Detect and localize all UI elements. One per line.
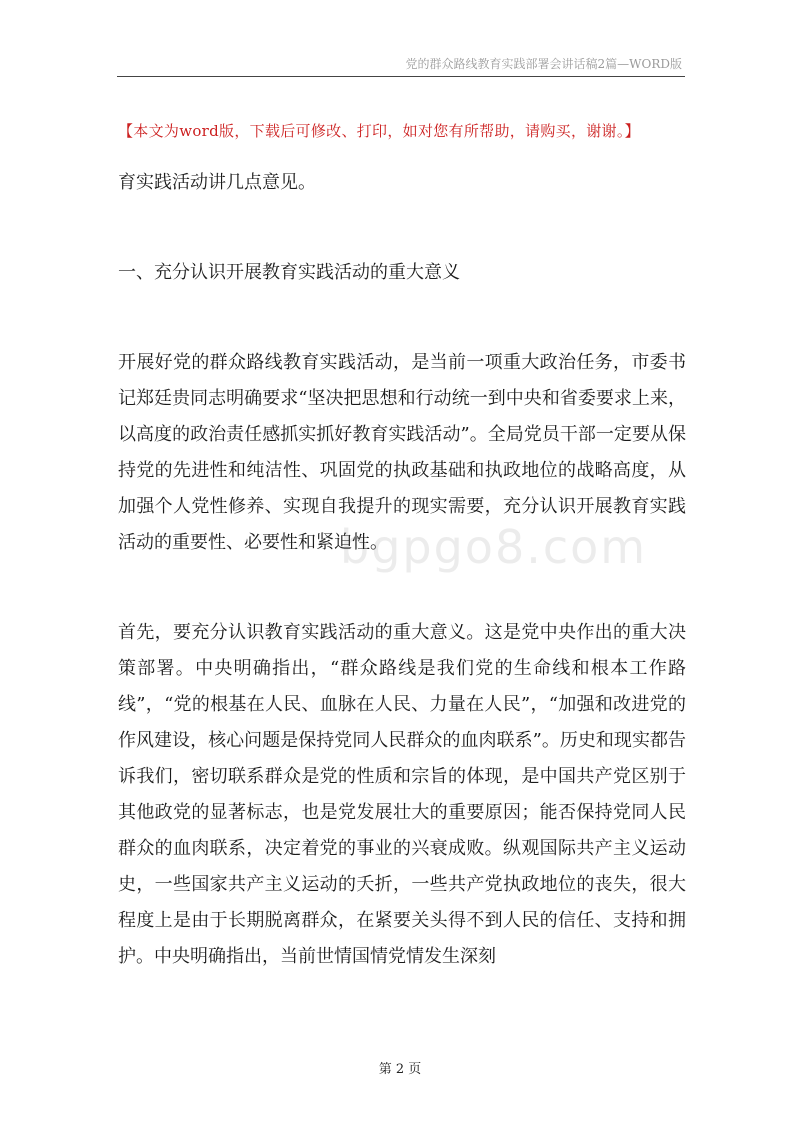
purchase-notice: 【本文为word版，下载后可修改、打印，如对您有所帮助，请购买，谢谢。】 — [118, 122, 640, 140]
paragraph-spacer — [118, 291, 686, 345]
document-body — [118, 165, 686, 975]
body-paragraph-1: 开展好党的群众路线教育实践活动，是当前一项重大政治任务，市委书记郑廷贵同志明确要求“坚决把思想和行动统一到中央和省委要求上来，以高度的政治责任感抓实抓好教育实践活动”。全局党员干部一定要从保持党的先进性和纯洁性、巩固党的执政基础和执政地位的战略高度，从加强个人党性修养、实现自我提升的现实需要，充分认识开展教育实践活动的重要性、必要性和紧迫性。 — [118, 352, 686, 553]
section-heading: 一、充分认识开展教育实践活动的重大意义 — [118, 262, 460, 283]
watermark: bgpgo8.com — [340, 520, 648, 574]
page-header-title: 党的群众路线教育实践部署会讲话稿2篇—WORD版 — [405, 57, 682, 71]
paragraph-spacer — [118, 201, 686, 255]
paragraph-spacer — [118, 561, 686, 615]
intro-paragraph: 育实践活动讲几点意见。 — [118, 172, 316, 193]
body-paragraph-2: 首先，要充分认识教育实践活动的重大意义。这是党中央作出的重大决策部署。中央明确指出，“群众路线是我们党的生命线和根本工作路线”，“党的根基在人民、血脉在人民、力量在人民”，“加强和改进党的作风建设，核心问题是保持党同人民群众的血肉联系”。历史和现实都告诉我们，密切联系群众是党的性质和宗旨的体现，是中国共产党区别于其他政党的显著标志，也是党发展壮大的重要原因；能否保持党同人民群众的血肉联系，决定着党的事业的兴衰成败。纵观国际共产主义运动史，一些国家共产主义运动的夭折，一些共产党执政地位的丧失，很大程度上是由于长期脱离群众，在紧要关头得不到人民的信任、支持和拥护。中央明确指出，当前世情国情党情发生深刻 — [118, 622, 686, 967]
page-number: 第 2 页 — [378, 1062, 422, 1077]
header-divider — [117, 76, 685, 77]
